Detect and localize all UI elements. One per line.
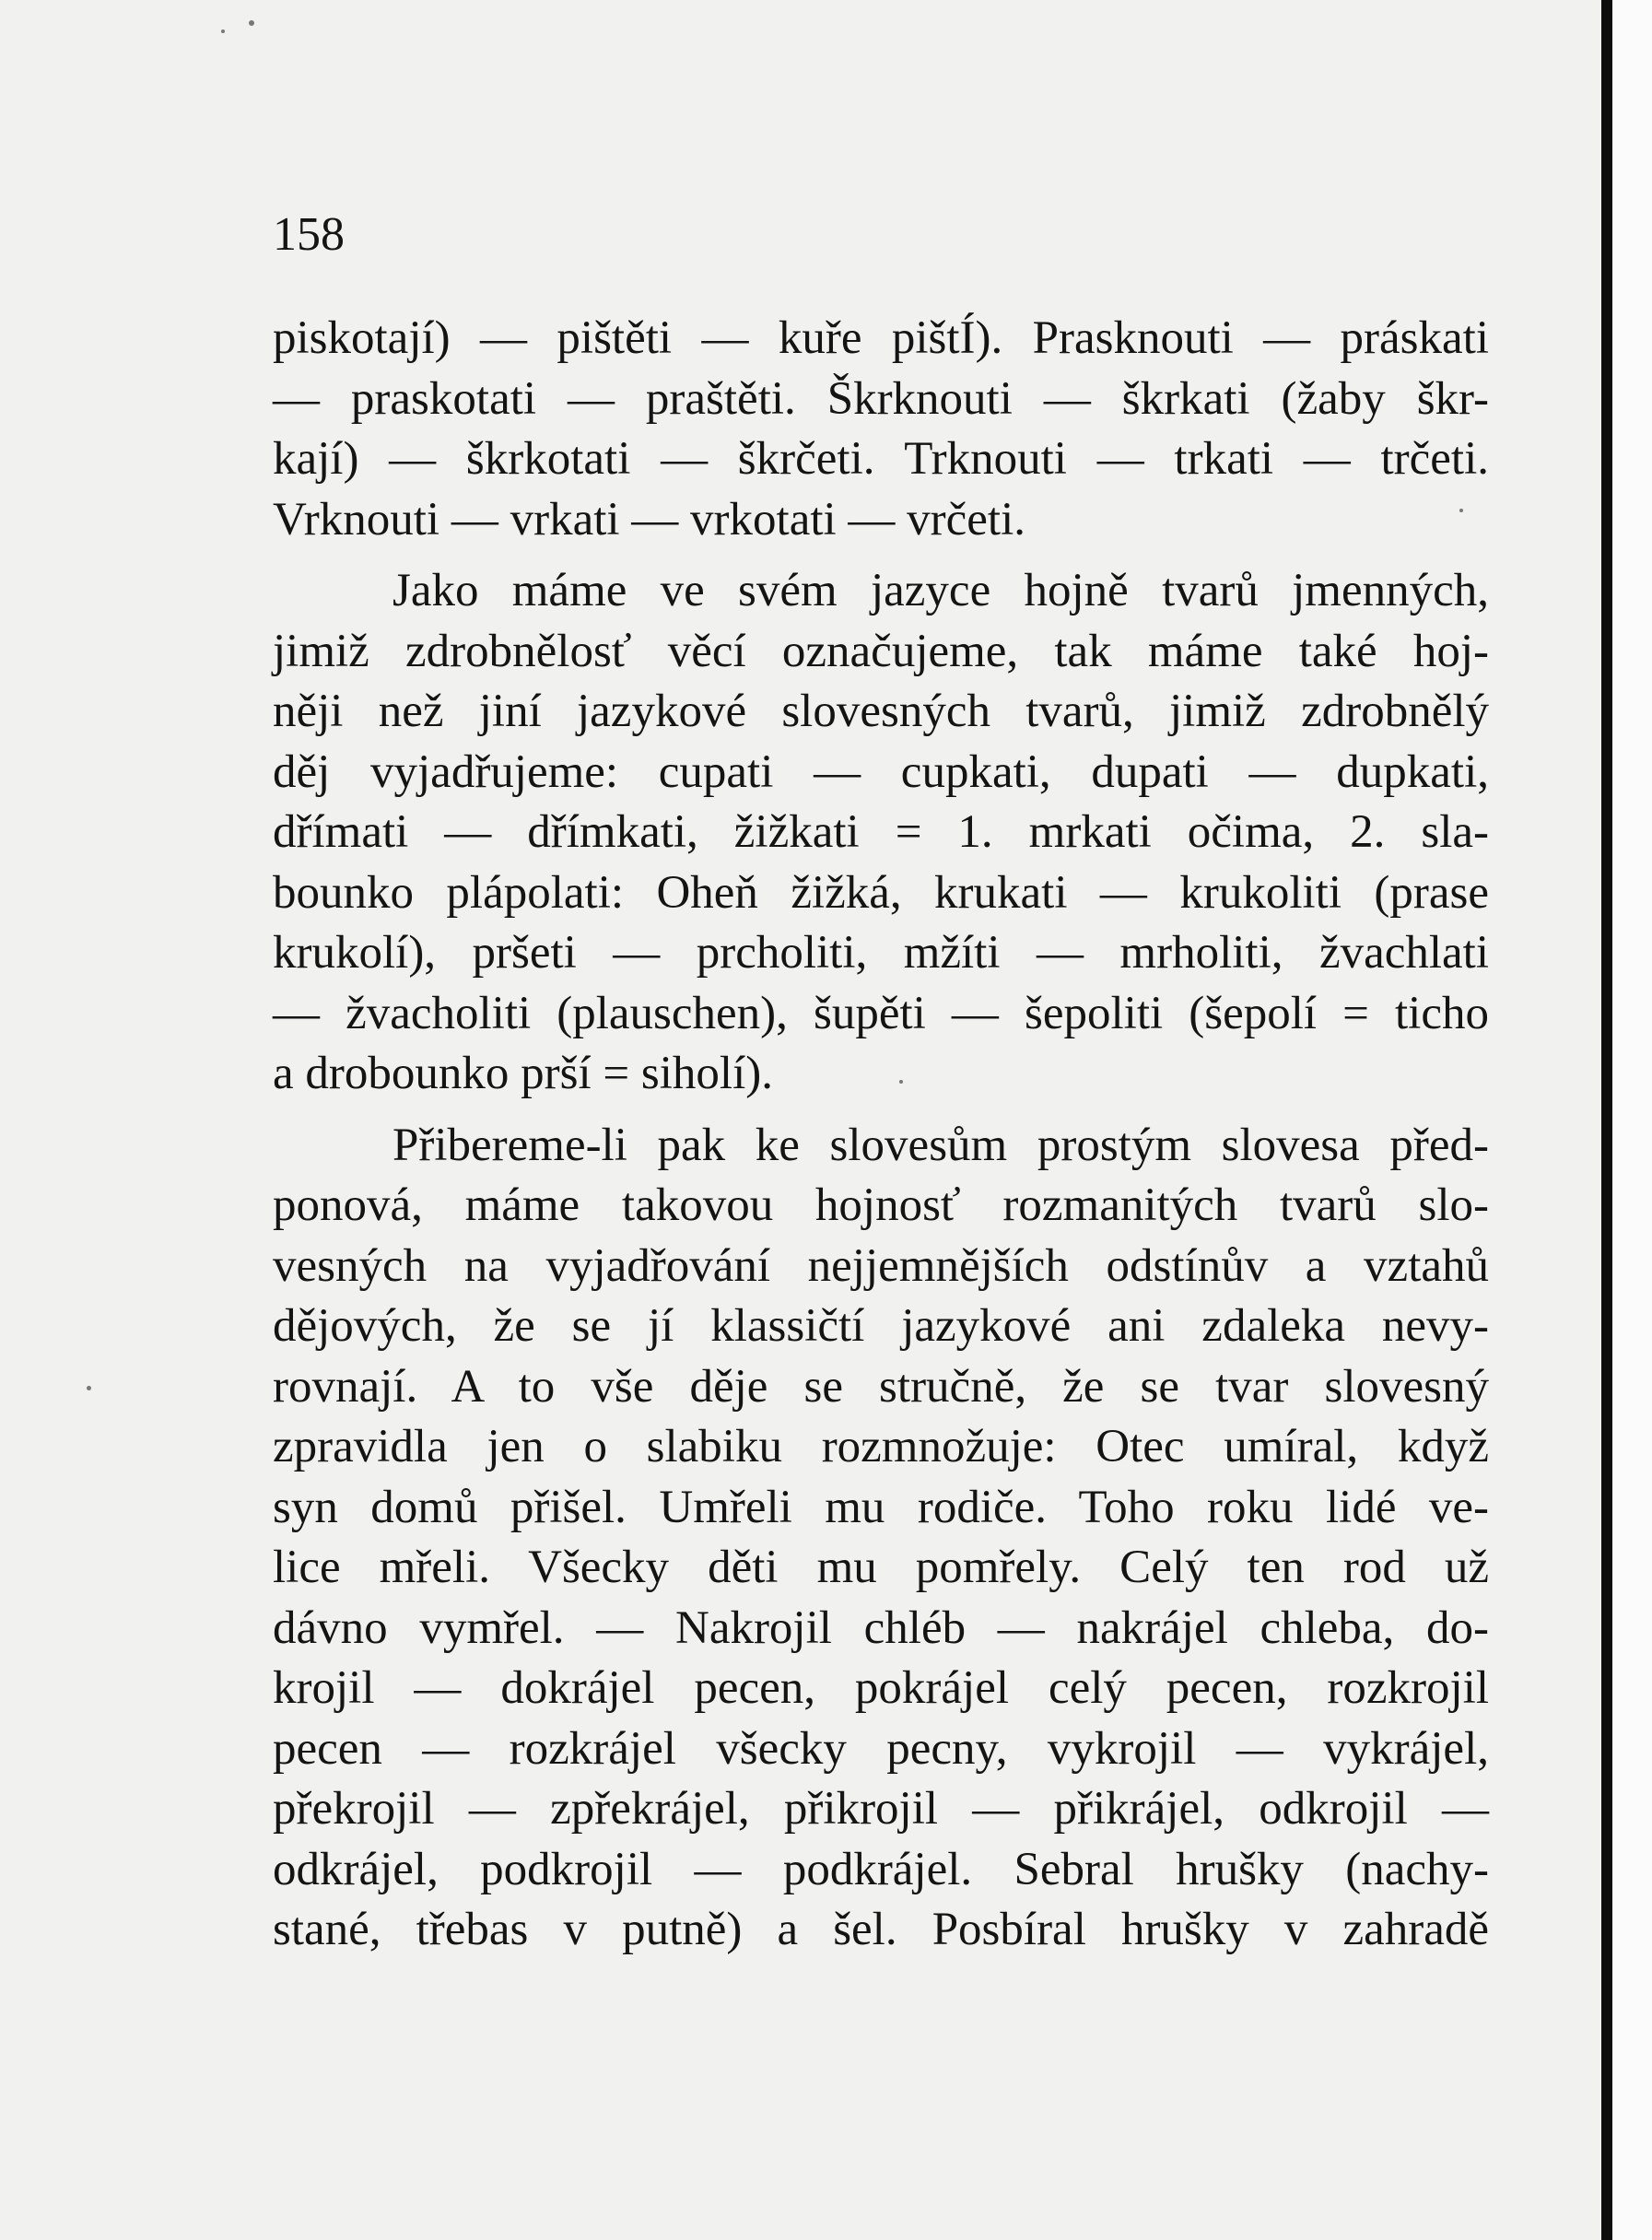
body-text bbox=[273, 309, 1489, 1961]
text-line: kají) — škrkotati — škrčeti. Trknouti — trkati — trčeti. bbox=[273, 433, 1489, 485]
text-line: bounko plápolati: Oheň žižká, krukati — krukoliti (prase bbox=[273, 866, 1489, 919]
text-line: stané, třebas v putně) a šel. Posbíral hrušky v zahradě bbox=[273, 1904, 1489, 1955]
page-binding-edge bbox=[1601, 0, 1652, 2240]
text-line: a drobounko prší = siholí). bbox=[273, 1048, 773, 1099]
paper-speck bbox=[249, 20, 254, 26]
paragraph-2 bbox=[273, 561, 1489, 1105]
text-line: dějových, že se jí klassičtí jazykové ani zdaleka nevy- bbox=[273, 1300, 1489, 1352]
text-line: Vrknouti — vrkati — vrkotati — vrčeti. bbox=[273, 493, 1026, 545]
text-line: lice mřeli. Všecky děti mu pomřely. Celý ten rod už bbox=[273, 1542, 1489, 1593]
text-line: — žvacholiti (plauschen), šupěti — šepoliti (šepolí = ticho bbox=[273, 987, 1489, 1039]
text-line: zpravidla jen o slabiku rozmnožuje: Otec umíral, když bbox=[273, 1421, 1489, 1472]
paper-speck bbox=[221, 29, 225, 33]
paragraph-3 bbox=[273, 1116, 1489, 1961]
text-line: něji než jiní jazykové slovesných tvarů, jimiž zdrobnělý bbox=[273, 686, 1489, 737]
text-line: — praskotati — praštěti. Škrknouti — škrkati (žaby škr- bbox=[273, 372, 1489, 425]
text-line: piskotají) — pištěti — kuře pištÍ). Prasknouti — práskati bbox=[273, 312, 1489, 364]
text-line: jimiž zdrobnělosť věcí označujeme, tak máme také hoj- bbox=[273, 625, 1489, 677]
text-line: krukolí), pršeti — prcholiti, mžíti — mrholiti, žvachlati bbox=[273, 927, 1489, 979]
text-line: překrojil — zpřekrájel, přikrojil — přikrájel, odkrojil — bbox=[273, 1783, 1489, 1835]
text-line: Přibereme-li pak ke slovesům prostým slovesa před- bbox=[392, 1119, 1489, 1171]
text-line: krojil — dokrájel pecen, pokrájel celý pecen, rozkrojil bbox=[273, 1662, 1489, 1714]
text-line: děj vyjadřujeme: cupati — cupkati, dupati — dupkati, bbox=[273, 745, 1489, 798]
text-line: rovnají. A to vše děje se stručně, že se tvar slovesný bbox=[273, 1360, 1489, 1413]
text-line: odkrájel, podkrojil — podkrájel. Sebral hrušky (nachy- bbox=[273, 1843, 1489, 1895]
text-line: dávno vymřel. — Nakrojil chléb — nakrájel chleba, do- bbox=[273, 1601, 1489, 1654]
page-number: 158 bbox=[273, 208, 345, 261]
paper-speck bbox=[87, 1386, 91, 1390]
text-line: syn domů přišel. Umřeli mu rodiče. Toho roku lidé ve- bbox=[273, 1481, 1489, 1533]
paragraph-1 bbox=[273, 309, 1489, 550]
text-line: pecen — rozkrájel všecky pecny, vykrojil — vykrájel, bbox=[273, 1722, 1489, 1775]
text-line: dřímati — dřímkati, žižkati = 1. mrkati očima, 2. sla- bbox=[273, 806, 1489, 858]
text-line: ponová, máme takovou hojnosť rozmanitých tvarů slo- bbox=[273, 1179, 1489, 1231]
text-line: Jako máme ve svém jazyce hojně tvarů jmenných, bbox=[392, 565, 1489, 616]
text-line: vesných na vyjadřování nejjemnějších odstínův a vztahů bbox=[273, 1239, 1489, 1292]
